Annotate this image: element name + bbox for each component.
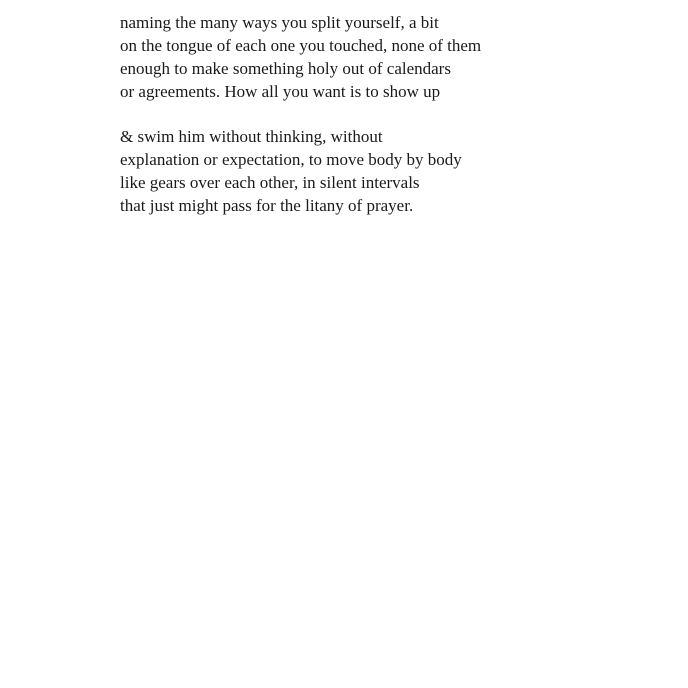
poem-line: enough to make something holy out of calendars bbox=[120, 59, 451, 78]
poem-body bbox=[120, 11, 640, 217]
poem-line: that just might pass for the litany of prayer. bbox=[120, 196, 414, 215]
poem-line: explanation or expectation, to move body by body bbox=[120, 150, 462, 169]
poem-line: like gears over each other, in silent intervals bbox=[120, 173, 420, 192]
stanza-1 bbox=[120, 11, 640, 103]
poem-line: naming the many ways you split yourself, a bit bbox=[120, 13, 439, 32]
poem-line: or agreements. How all you want is to show up bbox=[120, 82, 441, 101]
poem-line: on the tongue of each one you touched, none of them bbox=[120, 36, 482, 55]
poem-line: & swim him without thinking, without bbox=[120, 127, 383, 146]
stanza-2 bbox=[120, 125, 640, 217]
